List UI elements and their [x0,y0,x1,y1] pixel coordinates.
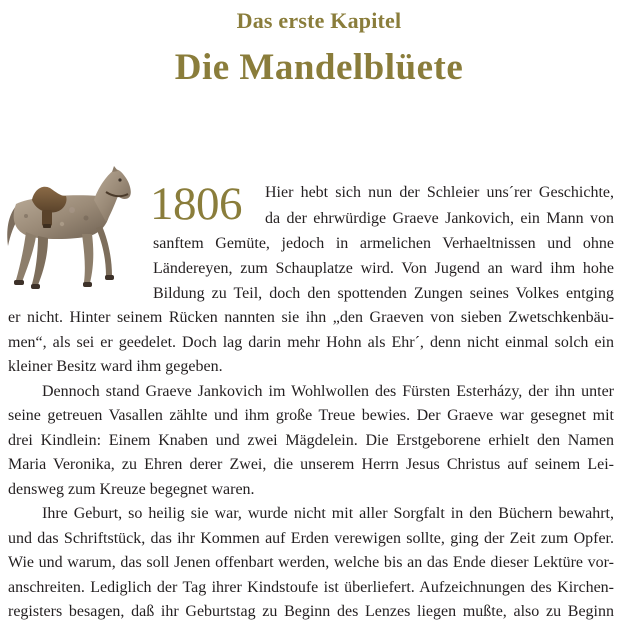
text-line: drei Kindlein: Einem Knaben und zwei Mägdelein. Die Erstgeborene erhielt den Namen [8,432,614,449]
text-line: Dennoch stand Graeve Jankovich im Wohlwollen des Fürsten Esterházy, der ihn unter [42,383,614,400]
text-line: Bildung zu Teil, doch den spottenden Zungen seines Volkes entging [153,285,614,302]
text-line: seine getreuen Vasallen zählte und ihm große Treue bewies. Der Graeve war gesegnet mit [8,407,614,424]
text-line: und das Schriftstück, das ihr Kommen auf Erden verewigen sollte, ging der Zeit zum Opfer. [8,530,614,547]
text-line: da der ehrwürdige Graeve Jankovich, ein Mann von [265,210,614,227]
chapter-label: Das erste Kapitel [236,8,402,33]
text-line: Ländereyen, zum Schauplatze wird. Von Jugend an ward ihm hohe [153,260,614,277]
text-line: registers besagen, daß ihr Geburtstag zu Beginn des Lenzes liegen mußte, also zu Beginn [8,603,614,620]
text-line: Ihre Geburt, so heilig sie war, wurde nicht mit aller Sorgfalt in den Büchern bewahrt, [42,505,614,522]
text-line: Wie und warum, das soll Jenen offenbart werden, welche bis an das Ende dieser Lektüre vor- [8,554,614,571]
text-line: kleiner Besitz ward ihm gegeben. [8,358,223,375]
text-line: anschreiten. Lediglich der Tag ihrer Kindstoufe ist überliefert. Aufzeichnungen des Kirchen- [8,579,614,596]
text-line: Hier hebt sich nun der Schleier uns´rer Geschichte, [265,184,614,201]
dropcap-year: 1806 [150,178,242,230]
text-line: er nicht. Hinter seinem Rücken nannten sie ihn „den Graeven von sieben Zwetschkenbäu- [8,309,614,326]
chapter-title: Die Mandelblüete [174,47,464,88]
text-line: men“, als sei er geedelet. Doch lag darin mehr Hohn als Ehr´, denn nicht einmal solch ein [8,334,614,351]
text-line: Maria Veronika, zu Ehren derer Zwei, die unserem Herrn Jesus Christus auf seinem Lei- [8,456,614,473]
wooden-horse-illustration [2,166,137,298]
text-line: sanftem Gemüte, jedoch in armelichen Verhaeltnissen und ohne [153,235,614,252]
text-line: densweg zum Kreuze begegnet waren. [8,481,255,498]
